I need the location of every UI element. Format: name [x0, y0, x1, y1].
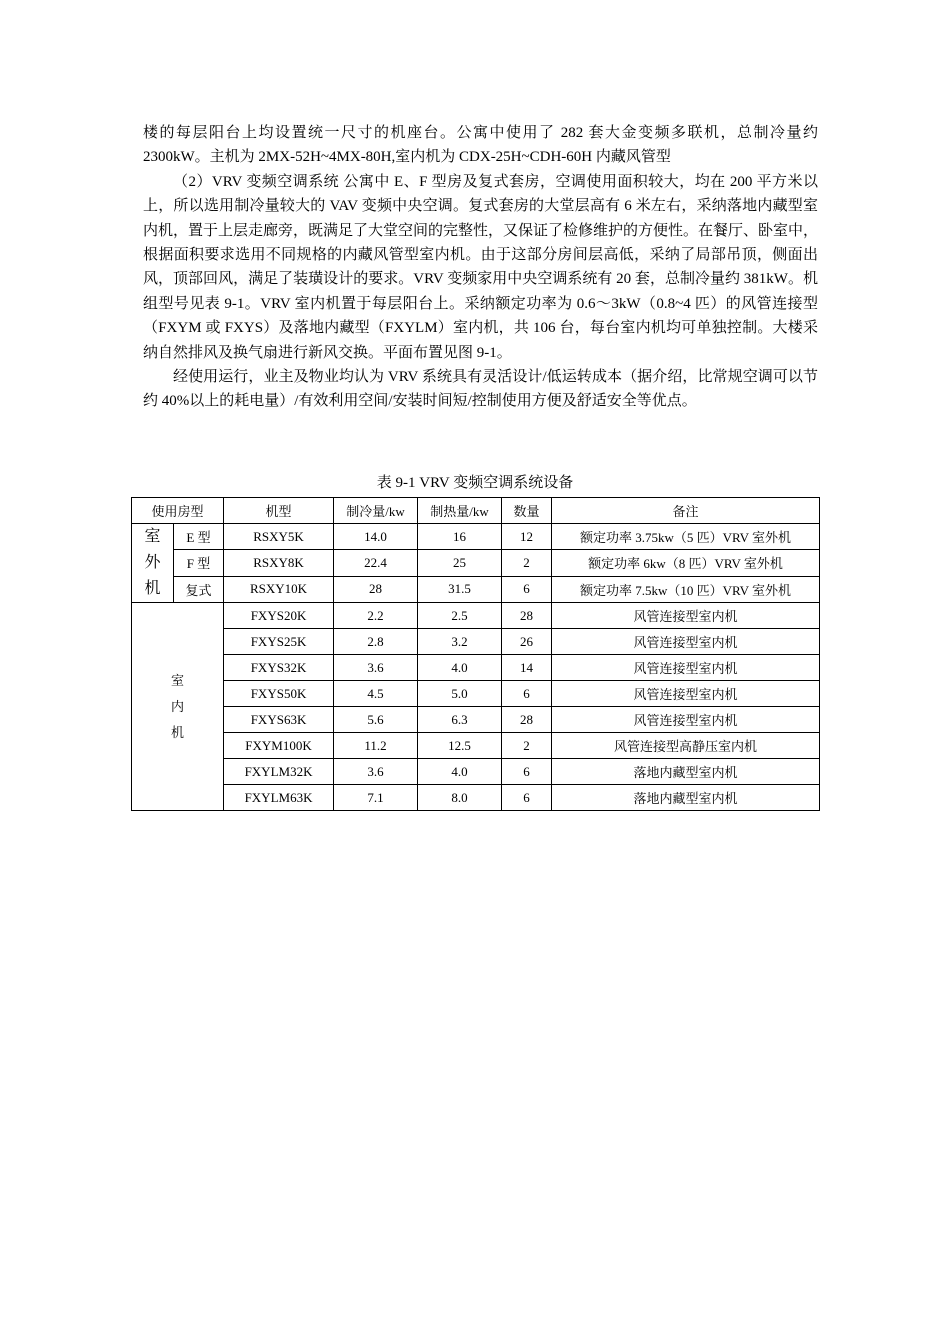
table-row: [132, 524, 820, 550]
cooling-cell: 7.1: [334, 785, 418, 811]
indoor-unit-group-label: 室 内 机: [132, 603, 224, 811]
heating-cell: 4.0: [418, 655, 502, 681]
paragraph-3: 经使用运行，业主及物业均认为 VRV 系统具有灵活设计/低运转成本（据介绍，比常规空调可以节约 40%以上的耗电量）/有效利用空间/安装时间短/控制使用方便及舒适安全等优点。: [143, 369, 818, 410]
header-cooling: 制冷量/kw: [334, 498, 418, 524]
heating-cell: 31.5: [418, 576, 502, 602]
room-type-cell: E 型: [174, 524, 224, 550]
heating-cell: 5.0: [418, 681, 502, 707]
cooling-cell: 11.2: [334, 733, 418, 759]
quantity-cell: 28: [502, 707, 552, 733]
header-room-type: 使用房型: [132, 498, 224, 524]
remark-cell: 风管连接型室内机: [552, 629, 820, 655]
cooling-cell: 4.5: [334, 681, 418, 707]
table-row: [132, 681, 820, 707]
header-remark: 备注: [552, 498, 820, 524]
table-row: [132, 550, 820, 576]
heating-cell: 12.5: [418, 733, 502, 759]
remark-cell: 风管连接型高静压室内机: [552, 733, 820, 759]
model-cell: FXYLM63K: [224, 785, 334, 811]
heating-cell: 8.0: [418, 785, 502, 811]
model-cell: FXYS25K: [224, 629, 334, 655]
model-cell: FXYLM32K: [224, 759, 334, 785]
table-row: [132, 733, 820, 759]
header-heating: 制热量/kw: [418, 498, 502, 524]
quantity-cell: 6: [502, 759, 552, 785]
table-row: [132, 785, 820, 811]
quantity-cell: 6: [502, 681, 552, 707]
remark-cell: 风管连接型室内机: [552, 681, 820, 707]
quantity-cell: 28: [502, 603, 552, 629]
heating-cell: 3.2: [418, 629, 502, 655]
room-type-cell: 复式: [174, 576, 224, 602]
room-type-cell: F 型: [174, 550, 224, 576]
quantity-cell: 26: [502, 629, 552, 655]
model-cell: FXYS63K: [224, 707, 334, 733]
model-cell: FXYM100K: [224, 733, 334, 759]
table-header-row: [132, 498, 820, 524]
remark-cell: 额定功率 6kw（8 匹）VRV 室外机: [552, 550, 820, 576]
table-row: [132, 629, 820, 655]
quantity-cell: 14: [502, 655, 552, 681]
remark-cell: 落地内藏型室内机: [552, 785, 820, 811]
header-quantity: 数量: [502, 498, 552, 524]
quantity-cell: 6: [502, 785, 552, 811]
remark-cell: 落地内藏型室内机: [552, 759, 820, 785]
paragraph-2: （2）VRV 变频空调系统 公寓中 E、F 型房及复式套房，空调使用面积较大，均在 200 平方米以上，所以选用制冷量较大的 VAV 变频中央空调。复式套房的大堂层高有 6 米左右，采纳落地内藏型室内机，置于上层走廊旁，既满足了大堂空间的完整性，又保证了检修维护的方便性。在餐厅、卧室中，根据面积要求选用不同规格的内藏风管型室内机。由于这部分房间层高低，采纳了局部吊顶，侧面出风，顶部回风，满足了装璜设计的要求。VRV 变频家用中央空调系统有 20 套，总制冷量约 381kW。机组型号见表 9-1。VRV 室内机置于每层阳台上。采纳额定功率为 0.6～3kW（0.8~4 匹）的风管连接型（FXYM 或 FXYS）及落地内藏型（FXYLM）室内机，共 106 台，每台室内机均可单独控制。大楼采纳自然排风及换气扇进行新风交换。平面布置见图 9-1。: [143, 173, 819, 361]
equipment-table: [131, 497, 820, 811]
table-row: [132, 759, 820, 785]
heating-cell: 4.0: [418, 759, 502, 785]
model-cell: RSXY8K: [224, 550, 334, 576]
model-cell: RSXY10K: [224, 576, 334, 602]
outdoor-unit-group-label: 室 外 机: [132, 524, 174, 603]
paragraph-1: 楼的每层阳台上均设置统一尺寸的机座台。公寓中使用了 282 套大金变频多联机，总制冷量约 2300kW。主机为 2MX-52H~4MX-80H,室内机为 CDX-25H~CDH-60H 内藏风管型: [143, 125, 818, 166]
remark-cell: 额定功率 3.75kw（5 匹）VRV 室外机: [552, 524, 820, 550]
model-cell: FXYS50K: [224, 681, 334, 707]
heating-cell: 2.5: [418, 603, 502, 629]
quantity-cell: 6: [502, 576, 552, 602]
table-row: [132, 707, 820, 733]
cooling-cell: 2.8: [334, 629, 418, 655]
table-row: [132, 576, 820, 602]
cooling-cell: 14.0: [334, 524, 418, 550]
quantity-cell: 2: [502, 733, 552, 759]
cooling-cell: 5.6: [334, 707, 418, 733]
heating-cell: 6.3: [418, 707, 502, 733]
model-cell: FXYS32K: [224, 655, 334, 681]
model-cell: RSXY5K: [224, 524, 334, 550]
header-model: 机型: [224, 498, 334, 524]
heating-cell: 25: [418, 550, 502, 576]
table-caption: 表 9-1 VRV 变频空调系统设备: [376, 475, 574, 491]
heating-cell: 16: [418, 524, 502, 550]
quantity-cell: 2: [502, 550, 552, 576]
table-row: [132, 655, 820, 681]
document-body: [143, 121, 818, 414]
remark-cell: 风管连接型室内机: [552, 603, 820, 629]
cooling-cell: 2.2: [334, 603, 418, 629]
remark-cell: 风管连接型室内机: [552, 707, 820, 733]
cooling-cell: 28: [334, 576, 418, 602]
cooling-cell: 22.4: [334, 550, 418, 576]
cooling-cell: 3.6: [334, 759, 418, 785]
remark-cell: 风管连接型室内机: [552, 655, 820, 681]
table-row: [132, 603, 820, 629]
model-cell: FXYS20K: [224, 603, 334, 629]
cooling-cell: 3.6: [334, 655, 418, 681]
remark-cell: 额定功率 7.5kw（10 匹）VRV 室外机: [552, 576, 820, 602]
quantity-cell: 12: [502, 524, 552, 550]
